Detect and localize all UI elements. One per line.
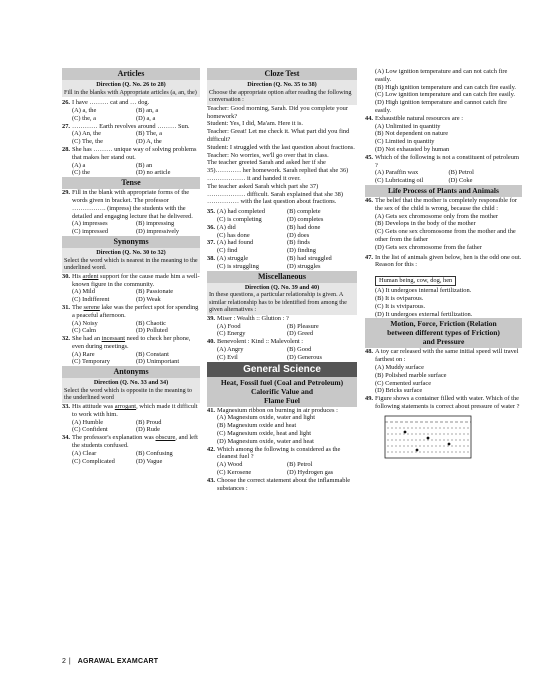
options-30: (A) Mild (B) Passionate (C) Indifferent (D) Weak — [72, 288, 174, 304]
section-banner-general-science: General Science — [207, 362, 357, 377]
section-header-cloze: Cloze Test — [207, 68, 357, 80]
options-47: (A) It undergoes internal fertilization. (B) It is oviparous. (C) It is viviparous. (D) It undergoes external fertilization. — [375, 287, 473, 318]
options-42: (A) Wood (B) Petrol (C) Kerosene (D) Hydrogen gas — [217, 461, 334, 477]
question-32: 32. She had an incessant need to check her phone, even during meetings. — [62, 335, 191, 350]
section-header-life-process: Life Process of Plants and Animals — [365, 185, 522, 197]
question-43: 43. Choose the correct statement about the inflammable substances : — [207, 476, 351, 492]
column-1 — [62, 68, 200, 465]
section-header-articles: Articles — [62, 68, 200, 80]
question-29: 29. Fill in the blank with appropriate forms of the words given in bracket. The professor ……………. (impress) the students with the detailed and engaging lecture that he delivered. — [62, 189, 193, 220]
question-41: 41. Magnesium ribbon on burning in air produces : — [207, 406, 338, 414]
question-35: 35. (A) had completed (B) complete (C) is completing (D) completes — [207, 208, 324, 223]
question-47: 47. In the list of animals given below, hen is the odd one out. Reason for this : — [365, 253, 522, 269]
question-34: 34. The professor's explanation was obscure, and left the students confused. — [62, 434, 198, 450]
column-3 — [365, 68, 522, 465]
options-27: (A) An, the (B) The, a (C) The, the (D) A, the — [72, 130, 162, 146]
brand-name: AGRAWAL EXAMCART — [77, 658, 159, 665]
options-31: (A) Noisy (B) Chaotic (C) Calm (D) Polluted — [72, 319, 168, 335]
options-45: (A) Paraffin wax (B) Petrol (C) Lubricating oil (D) Coke — [375, 169, 474, 185]
water-container-figure — [383, 414, 473, 460]
question-30: 30. His ardent support for the cause made him a well-known figure in the community. — [62, 272, 200, 288]
passage-line: Teacher: Great! Let me check it. What part did you find difficult? — [207, 128, 350, 143]
options-40: (A) Angry (B) Good (C) Evil (D) Generous — [217, 346, 322, 361]
section-header-motion: Motion, Force, Friction (Relation between different types of Friction) and Pressure — [365, 318, 522, 348]
passage-line: Teacher: No worries, we'll go over that in class. — [207, 151, 329, 159]
direction-box: Direction (Q. No. 35 to 38) Choose the appropriate option after reading the following conversation : — [207, 80, 357, 105]
direction-box: Direction (Q. No. 30 to 32) Select the word which is nearest in the meaning to the underlined word. — [62, 248, 200, 273]
options-41: (A) Magnesium oxide, water and light (B) Magnesium oxide and heat (C) Magnesium oxide, heat and light (D) Magnesium oxide, water and heat — [217, 414, 315, 445]
question-27: 27. ………… Earth revolves around ……… Sun. — [62, 122, 190, 130]
options-26: (A) a, the (B) an, a (C) the, a (D) a, a — [72, 106, 159, 122]
page-number: 2 — [62, 658, 66, 665]
options-46: (A) Gets sex chromosome only from the mother (B) Develops in the body of the mother (C) Gets one sex chromosome from the mother and the other from the father (D) Gets sex chromosome from the father — [375, 212, 516, 251]
options-33: (A) Humble (B) Proud (C) Confident (D) Rude — [72, 418, 162, 434]
question-40: 40. Benevolent : Kind :: Malevolent : — [207, 338, 304, 346]
options-43: (A) Low ignition temperature and can not catch fire easily. (B) High ignition temperature and can catch fire easily. (C) Low ignition temperature and can catch fire easily. (D) High ignition temperature and cannot catch fire easily. — [375, 68, 517, 114]
options-39: (A) Food (B) Pleasure (C) Energy (D) Greed — [217, 322, 319, 338]
options-29: (A) impresses (B) impressing (C) impressed (D) impressively — [72, 220, 180, 236]
passage-line: Student: I struggled with the last question about fractions. — [207, 143, 355, 151]
question-37: 37. (A) had found (B) finds (C) find (D) finding — [207, 239, 316, 255]
question-36: 36. (A) did (B) had done (C) has done (D) does — [207, 223, 321, 239]
question-39: 39. Miser : Wealth :: Glutton : ? — [207, 314, 289, 322]
question-33: 33. His attitude was arrogant, which made it difficult to work with him. — [62, 403, 198, 418]
section-header-synonyms: Synonyms — [62, 236, 200, 248]
column-2 — [207, 68, 357, 492]
direction-box: Direction (Q. No. 33 and 34) Select the word which is opposite in the meaning to the underlined word — [62, 378, 200, 403]
question-45: 45. Which of the following is not a constituent of petroleum ? — [365, 153, 519, 169]
passage-line: Teacher: Good morning, Sarah. Did you complete your homework? — [207, 104, 348, 120]
options-48: (A) Muddy surface (B) Polished marble surface (C) Cemented surface (D) Bricks surface — [375, 363, 447, 395]
section-header-fuel: Heat, Fossil fuel (Coal and Petroleum) Calorific Value and Flame Fuel — [207, 377, 357, 407]
direction-box: Direction (Q. No. 26 to 28) Fill in the blanks with Appropriate articles (a, an, the) — [62, 80, 200, 97]
options-32: (A) Rare (B) Constant (C) Temporary (D) Unimportant — [72, 350, 180, 366]
section-header-antonyms: Antonyms — [62, 366, 200, 378]
animal-list-box: Human being, cow, dog, hen — [375, 276, 456, 286]
question-46: 46. The belief that the mother is completely responsible for the sex of the child is wrong, because the child : — [365, 196, 517, 212]
question-38: 38. (A) struggle (B) had struggled (C) is struggling (D) struggles — [207, 254, 332, 270]
question-49: 49. Figure shows a container filled with water. Which of the following statements is correct about pressure of water ? — [365, 395, 520, 410]
passage-line: Student: Yes, I did, Ma'am. Here it is. — [207, 120, 303, 128]
question-31: 31. The serene lake was the perfect spot for spending a peaceful afternoon. — [62, 303, 199, 319]
passage-line: The teacher asked Sarah which part she 37) ……………… difficult. Sarah explained that she 38) …………… with the last question about fractions. — [207, 182, 344, 206]
direction-box: Direction (Q. No. 39 and 40) In these questions, a particular relationship is given. A similar relationship has to be identified from among the given alternatives : — [207, 283, 357, 315]
question-42: 42. Which among the following is considered as the cleanest fuel ? — [207, 445, 341, 461]
options-44: (A) Unlimited in quantity (B) Not dependent on nature (C) Limited in quantity (D) Not exhausted by human — [375, 122, 450, 153]
passage-line: The teacher greeted Sarah and asked her if she 35)………… her homework. Sarah replied that she 36) ……………… it and handed it over. — [207, 159, 349, 182]
question-page — [62, 68, 520, 660]
question-48: 48. A toy car released with the same initial speed will travel farthest on : — [365, 348, 519, 364]
page-footer: 2 | AGRAWAL EXAMCART — [62, 658, 159, 665]
section-header-misc: Miscellaneous — [207, 271, 357, 283]
section-header-tense: Tense — [62, 177, 200, 189]
question-28: 28. She has ……… unique way of solving problems that makes her stand out. — [62, 145, 197, 161]
question-44: 44. Exhaustible natural resources are : — [365, 114, 464, 122]
options-28: (A) a (B) an (C) the (D) no article — [72, 161, 171, 177]
options-34: (A) Clear (B) Confusing (C) Complicated (D) Vague — [72, 449, 173, 465]
question-26: 26. I have ……… cat and … dog. — [62, 99, 150, 107]
